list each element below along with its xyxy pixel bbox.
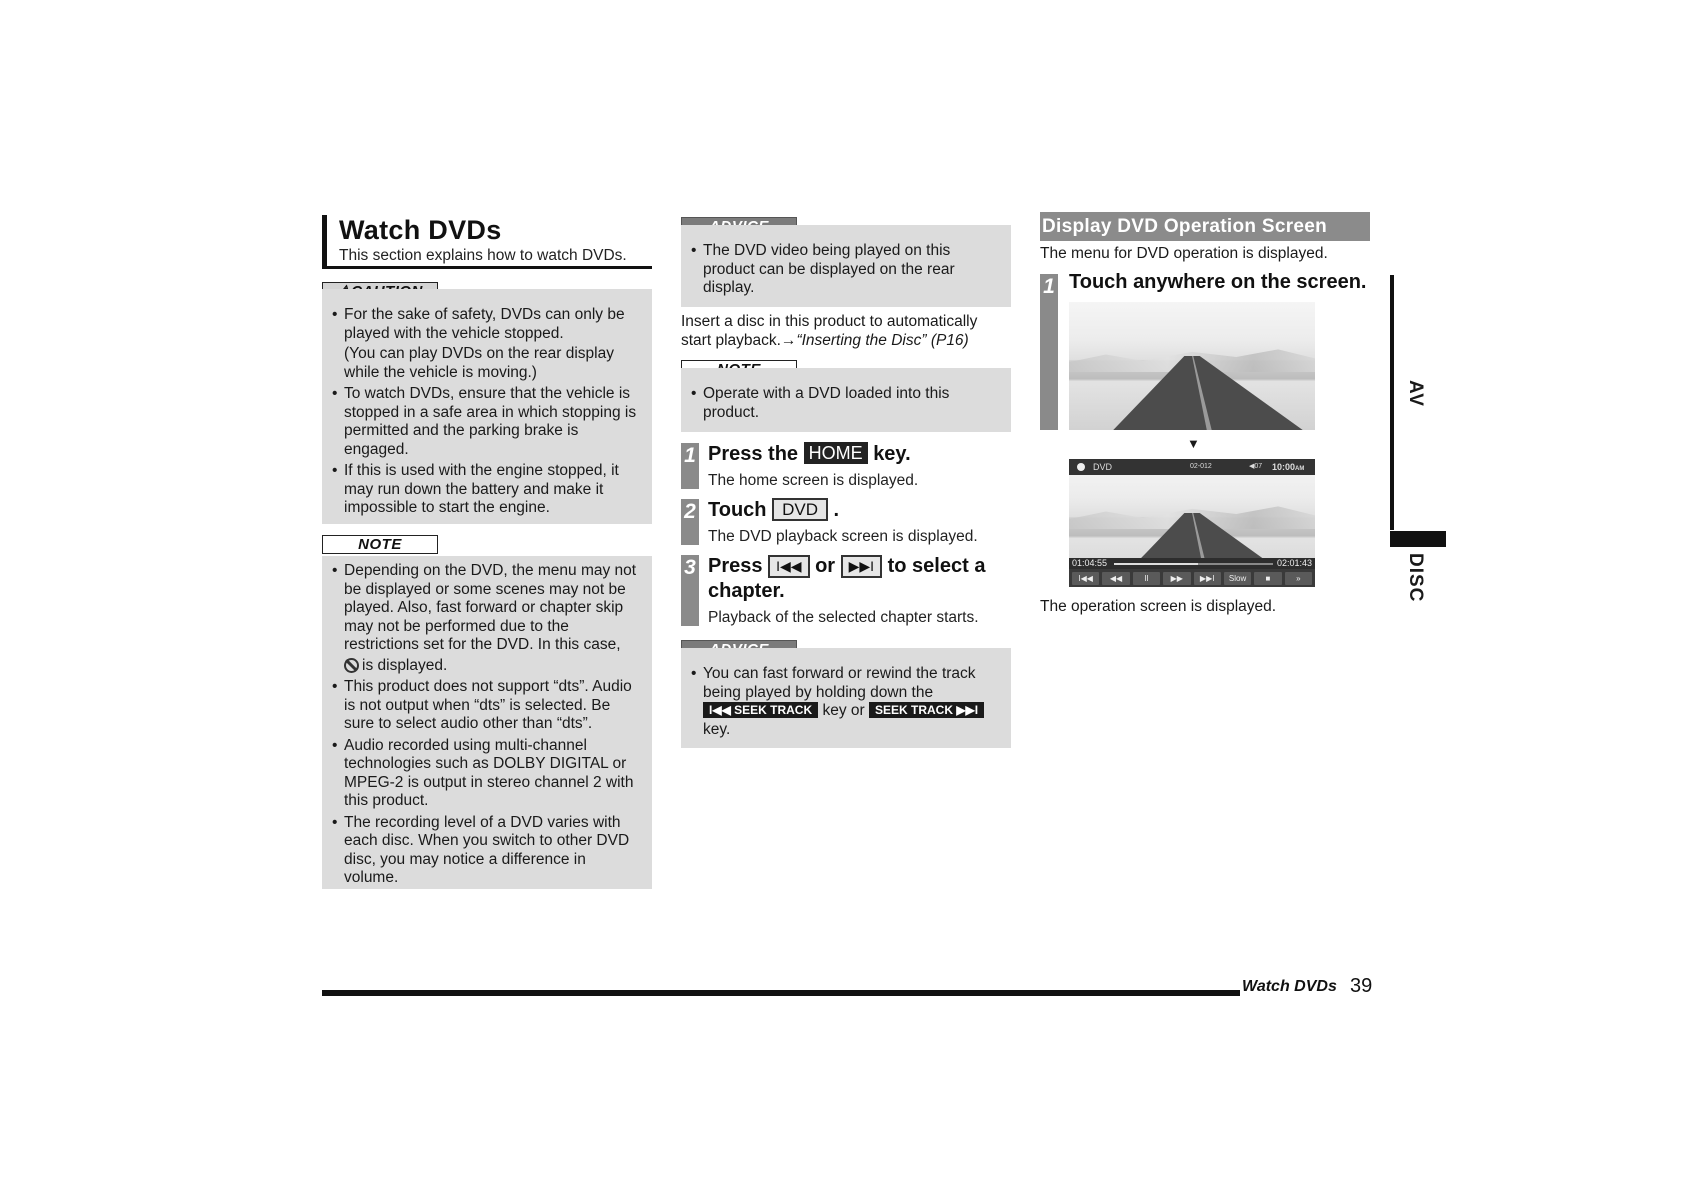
insert-disc-text: Insert a disc in this product to automatically start playback.→“Inserting the Disc” (P16) xyxy=(681,313,978,349)
next-chapter-key[interactable]: ▶▶I xyxy=(841,555,882,578)
footer-title: Watch DVDs xyxy=(1242,978,1337,995)
advice-item: • You can fast forward or rewind the track being played by holding down the I◀◀ SEEK TRACK key or SEEK TRACK ▶▶I key. xyxy=(681,665,1001,739)
advice-box xyxy=(681,648,1011,748)
note-label: NOTE xyxy=(358,536,402,553)
volume-label: ◀07 xyxy=(1249,463,1263,470)
step-number: 1 xyxy=(1040,274,1058,430)
page-title: Watch DVDs xyxy=(339,215,502,245)
advice-item: • The DVD video being played on this product can be displayed on the rear display. xyxy=(681,242,1001,298)
step-title: Press I◀◀ or ▶▶I to select a chapter. xyxy=(708,555,986,602)
side-tab-av: AV xyxy=(1405,380,1426,407)
prohibited-icon xyxy=(344,658,359,673)
note-item: • This product does not support “dts”. Audio is not output when “dts” is selected. Be sure to select audio other than “dts”. xyxy=(322,678,642,734)
seek-track xyxy=(1114,563,1273,565)
chapter-label: 02-012 xyxy=(1190,463,1212,470)
footer-rule xyxy=(322,990,1240,996)
dvd-video-image[interactable] xyxy=(1069,302,1315,430)
pause-button[interactable]: II xyxy=(1133,572,1160,585)
source-label: DVD xyxy=(1093,462,1113,472)
disc-icon xyxy=(1077,463,1085,471)
caution-box xyxy=(322,289,652,524)
caution-item: • If this is used with the engine stopped, it may run down the battery and make it impossible to start the engine. xyxy=(322,462,642,518)
status-bar xyxy=(1069,459,1315,475)
caution-item: • For the sake of safety, DVDs can only be played with the vehicle stopped. (You can play DVDs on the rear display while the vehicle is moving.) xyxy=(322,306,642,382)
section-description: The menu for DVD operation is displayed. xyxy=(1040,245,1328,262)
down-arrow-icon: ▼ xyxy=(1187,436,1200,451)
section-title-block xyxy=(322,215,652,269)
advice-box xyxy=(681,225,1011,307)
step-title: Touch DVD . xyxy=(708,499,840,521)
stop-button[interactable]: ■ xyxy=(1254,572,1281,585)
slow-button[interactable]: Slow xyxy=(1224,572,1251,585)
seek-track-forward-key[interactable]: SEEK TRACK ▶▶I xyxy=(869,702,984,718)
more-button[interactable]: » xyxy=(1285,572,1312,585)
page-number: 39 xyxy=(1350,975,1373,997)
fast-forward-button[interactable]: ▶▶ xyxy=(1163,572,1190,585)
step-number: 2 xyxy=(681,499,699,545)
operation-screen-caption: The operation screen is displayed. xyxy=(1040,598,1277,615)
note-item: • Audio recorded using multi-channel technologies such as DOLBY DIGITAL or MPEG-2 is output in stereo channel 2 with this product. xyxy=(322,737,642,811)
clock-label: 10:00AM xyxy=(1272,462,1305,472)
step-number: 1 xyxy=(681,443,699,489)
caution-item: • To watch DVDs, ensure that the vehicle is stopped in a safe area in which stopping is permitted and the parking brake is engaged. xyxy=(322,385,642,459)
seek-progress xyxy=(1114,563,1198,565)
note-box xyxy=(681,368,1011,432)
prev-chapter-button[interactable]: I◀◀ xyxy=(1072,572,1099,585)
caution-item-extra: (You can play DVDs on the rear display while the vehicle is moving.) xyxy=(344,345,614,381)
total-time: 02:01:43 xyxy=(1276,558,1312,568)
rewind-button[interactable]: ◀◀ xyxy=(1102,572,1129,585)
home-key[interactable]: HOME xyxy=(804,442,868,464)
control-bar xyxy=(1069,569,1315,587)
next-chapter-button[interactable]: ▶▶I xyxy=(1194,572,1221,585)
dvd-operation-screen xyxy=(1069,459,1315,587)
prev-chapter-key[interactable]: I◀◀ xyxy=(768,555,809,578)
seek-track-back-key[interactable]: I◀◀ SEEK TRACK xyxy=(703,702,818,718)
note-item: • The recording level of a DVD varies with each disc. When you switch to other DVD disc, you may notice a difference in volume. xyxy=(322,814,642,888)
title-underline xyxy=(322,266,652,269)
step-description: Playback of the selected chapter starts. xyxy=(708,609,979,626)
title-accent-bar xyxy=(322,215,327,269)
step-description: The home screen is displayed. xyxy=(708,472,919,489)
elapsed-time: 01:04:55 xyxy=(1072,558,1108,568)
insert-disc-reference[interactable]: “Inserting the Disc” (P16) xyxy=(796,331,969,349)
step-description: The DVD playback screen is displayed. xyxy=(708,528,978,545)
section-header: Display DVD Operation Screen xyxy=(1040,212,1370,241)
side-tab-disc: DISC xyxy=(1405,553,1426,603)
side-tab-line xyxy=(1390,275,1394,530)
note-box xyxy=(322,556,652,889)
step-number: 3 xyxy=(681,555,699,626)
dvd-button[interactable]: DVD xyxy=(772,498,828,521)
note-tag xyxy=(322,535,438,554)
step-title: Touch anywhere on the screen. xyxy=(1069,271,1367,293)
page-subtitle: This section explains how to watch DVDs. xyxy=(339,247,627,264)
note-item: • Depending on the DVD, the menu may not be displayed or some scenes may not be played. Also, fast forward or chapter skip may not be performed due to the restrictions set for the DVD. In this case, is displayed. xyxy=(322,562,642,675)
side-tab-marker xyxy=(1390,531,1446,547)
step-title: Press the HOME key. xyxy=(708,443,911,465)
note-item: • Operate with a DVD loaded into this product. xyxy=(681,385,1001,422)
seek-bar[interactable] xyxy=(1069,558,1315,569)
